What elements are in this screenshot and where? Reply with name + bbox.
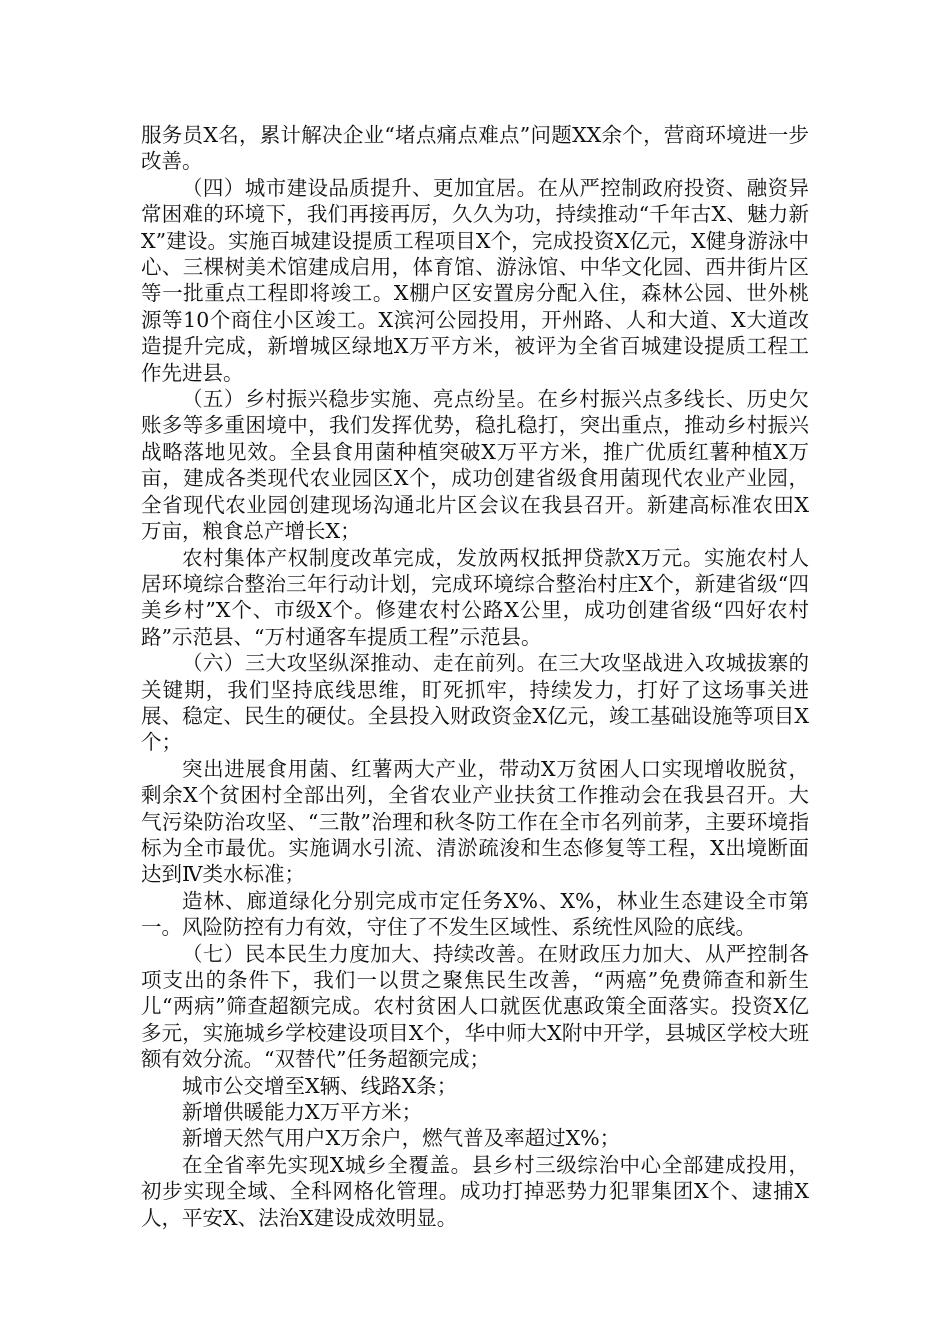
- paragraph-governance: 在全省率先实现X城乡全覆盖。县乡村三级综治中心全部建成投用，初步实现全域、全科网格化管理。成功打掉恶势力犯罪集团X个、逮捕X人，平安X、法治X建设成效明显。: [141, 1152, 809, 1230]
- paragraph-rural-revitalization: （五）乡村振兴稳步实施、亮点纷呈。在乡村振兴点多线长、历史欠账多等多重困境中，我们发挥优势，稳扎稳打，突出重点，推动乡村振兴战略落地见效。全县食用菌种植突破X万平方米，推广优质红薯种植X万亩，建成各类现代农业园区X个，成功创建省级食用菌现代农业产业园，全省现代农业园创建现场沟通北片区会议在我县召开。新建高标准农田X万亩，粮食总产增长X；: [141, 387, 809, 544]
- paragraph-public-transit: 城市公交增至X辆、线路X条；: [182, 1073, 458, 1098]
- paragraph-forestry: 造林、廊道绿化分别完成市定任务X%、X%，林业生态建设全市第一。风险防控有力有效，守住了不发生区域性、系统性风险的底线。: [141, 888, 809, 940]
- paragraph-poverty-relief: 突出进展食用菌、红薯两大产业，带动X万贫困人口实现增收脱贫，剩余X个贫困村全部出列，全省农业产业扶贫工作推动会在我县召开。大气污染防治攻坚、“三散”治理和秋冬防工作在全市名列前茅，主要环境指标为全市最优。实施调水引流、清淤疏浚和生态修复等工程，X出境断面达到Ⅳ类水标准；: [141, 756, 809, 887]
- document-body: [141, 122, 809, 1231]
- paragraph-heating: 新增供暖能力X万平方米；: [182, 1100, 423, 1125]
- paragraph-urban-construction: （四）城市建设品质提升、更加宜居。在从严控制政府投资、融资异常困难的环境下，我们再接再厉，久久为功，持续推动“千年古X、魅力新X”建设。实施百城建设提质工程项目X个，完成投资X亿元，X健身游泳中心、三棵树美术馆建成启用，体育馆、游泳馆、中华文化园、西井街片区等一批重点工程即将竣工。X棚户区安置房分配入住，森林公园、世外桃源等10个商住小区竣工。X滨河公园投用，开州路、人和大道、X大道改造提升完成，新增城区绿地X万平方米，被评为全省百城建设提质工程工作先进县。: [141, 175, 809, 385]
- paragraph-livelihood: （七）民本民生力度加大、持续改善。在财政压力加大、从严控制各项支出的条件下，我们一以贯之聚焦民生改善，“两癌”免费筛查和新生儿“两病”筛查超额完成。农村贫困人口就医优惠政策全面落实。投资X亿多元，实施城乡学校建设项目X个，华中师大X附中开学，县城区学校大班额有效分流。“双替代”任务超额完成；: [141, 941, 809, 1072]
- paragraph-rural-reform: 农村集体产权制度改革完成，发放两权抵押贷款X万元。实施农村人居环境综合整治三年行动计划，完成环境综合整治村庄X个，新建省级“四美乡村”X个、市级X个。修建农村公路X公里，成功创建省级“四好农村路”示范县、“万村通客车提质工程”示范县。: [141, 545, 809, 649]
- paragraph-continuation: 服务员X名，累计解决企业“堵点痛点难点”问题XX余个，营商环境进一步改善。: [141, 123, 809, 174]
- paragraph-three-battles: （六）三大攻坚纵深推动、走在前列。在三大攻坚战进入攻城拔寨的关键期，我们坚持底线思维，盯死抓牢，持续发力，打好了这场事关进展、稳定、民生的硬仗。全县投入财政资金X亿元，竣工基础设施等项目X个；: [141, 651, 809, 755]
- paragraph-natural-gas: 新增天然气用户X万余户，燃气普及率超过X%；: [182, 1126, 621, 1151]
